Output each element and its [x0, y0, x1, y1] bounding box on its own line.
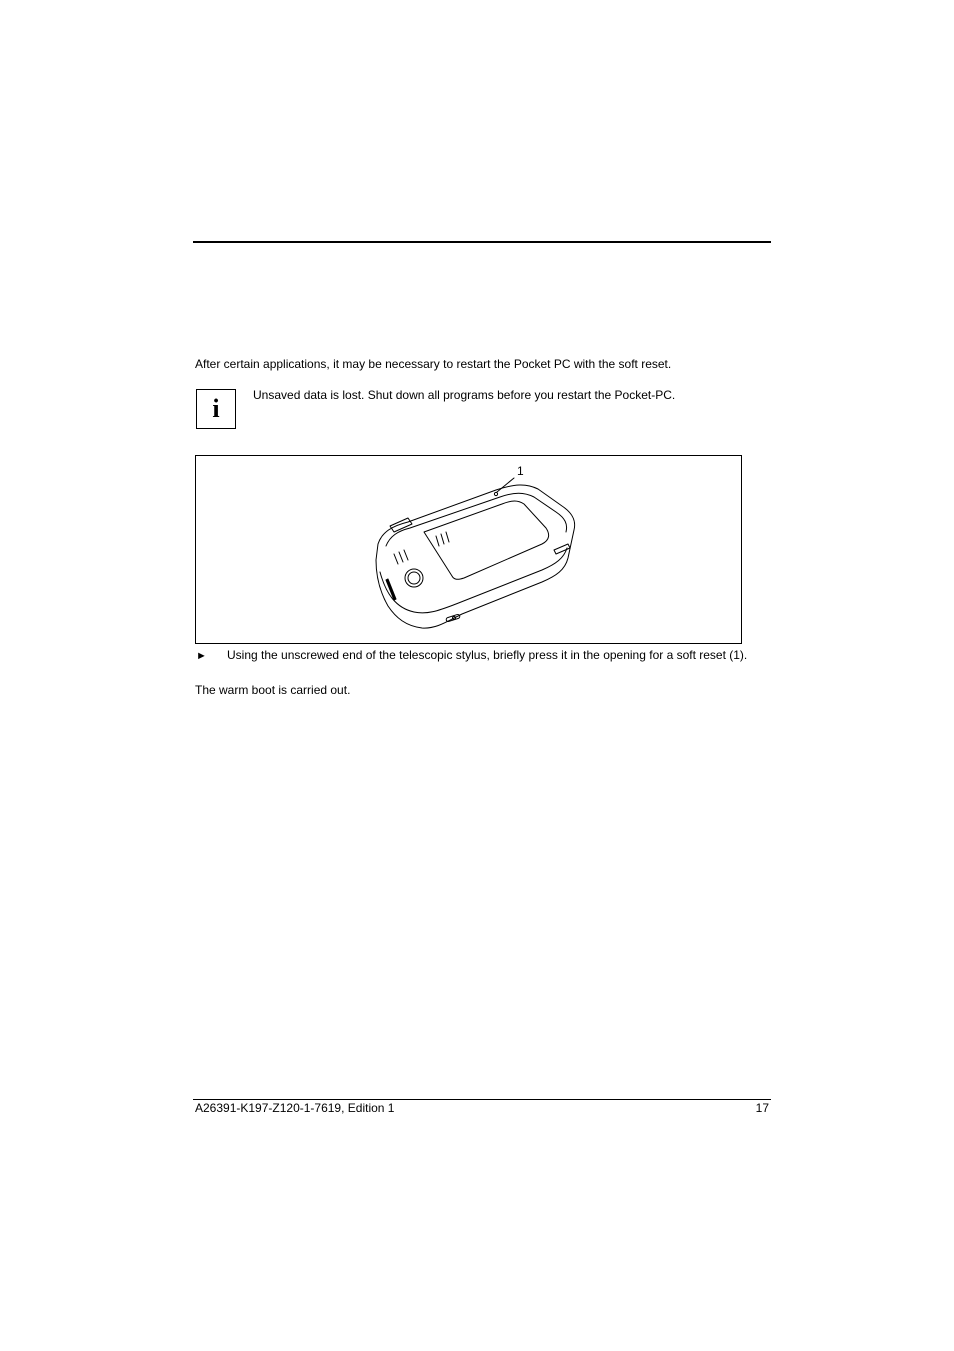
instruction-step: Using the unscrewed end of the telescopic stylus, briefly press it in the opening for a soft reset (1). [227, 648, 748, 662]
page-number: 17 [755, 1101, 769, 1115]
footer-rule [193, 1099, 771, 1100]
header-rule [193, 241, 771, 243]
callout-label: 1 [517, 464, 524, 478]
intro-paragraph: After certain applications, it may be necessary to restart the Pocket PC with the soft reset. [195, 357, 672, 371]
bullet-arrow-icon: ► [196, 650, 207, 662]
footer-doc-id: A26391-K197-Z120-1-7619, Edition 1 [195, 1101, 395, 1115]
info-note-text: Unsaved data is lost. Shut down all programs before you restart the Pocket-PC. [253, 388, 676, 402]
pocket-pc-illustration [196, 456, 741, 643]
info-icon: i [196, 389, 236, 429]
result-paragraph: The warm boot is carried out. [195, 683, 351, 697]
device-illustration-frame [195, 455, 742, 644]
